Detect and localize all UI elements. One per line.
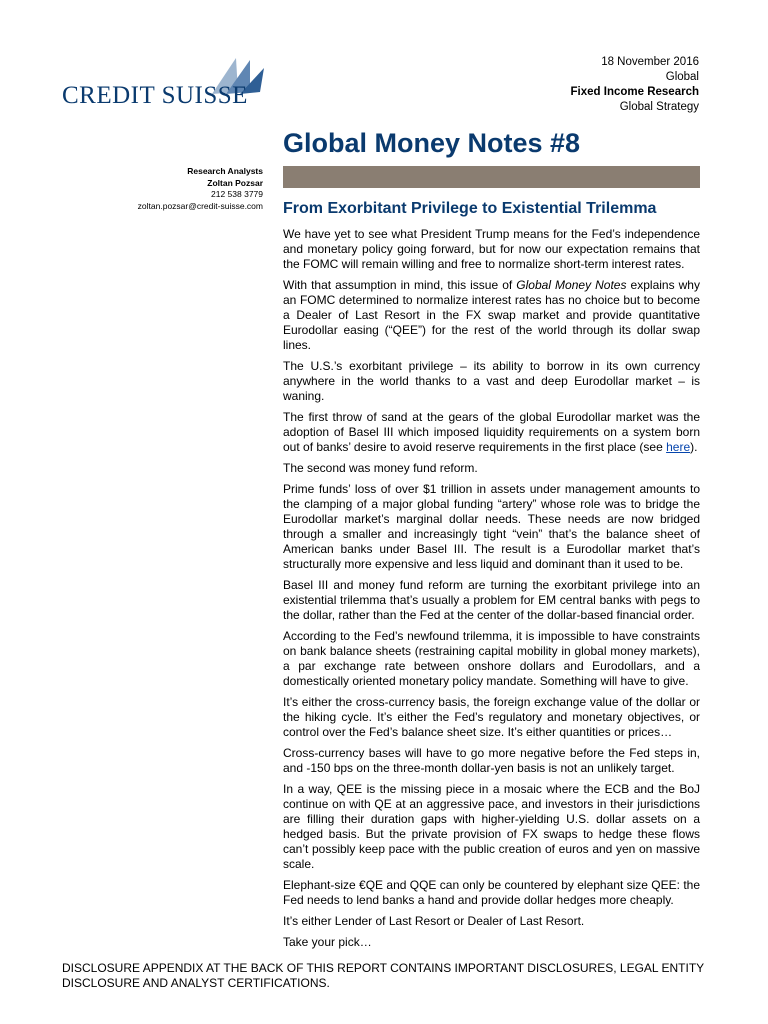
credit-suisse-logo bbox=[62, 56, 262, 108]
title-bar-divider bbox=[283, 166, 700, 188]
logo-wordmark: CREDIT SUISSE bbox=[62, 82, 248, 109]
report-subtitle: From Exorbitant Privilege to Existential Trilemma bbox=[283, 200, 657, 217]
analyst-phone: 212 538 3779 bbox=[211, 189, 263, 199]
paragraph-2: With that assumption in mind, this issue of Global Money Notes explains why an FOMC determined to normalize interest rates has no choice but to become a Dealer of Last Resort in the FX swap market and provide quantitative Eurodollar easing (“QEE”) for the rest of the world through its dollar swap lines. bbox=[283, 278, 700, 352]
report-meta bbox=[571, 55, 699, 115]
report-division: Fixed Income Research bbox=[570, 86, 699, 98]
paragraph-12: Elephant-size €QE and QQE can only be countered by elephant size QEE: the Fed needs to lend banks a hand and provide dollar hedges more cheaply. bbox=[283, 878, 700, 907]
publication-name: Global Money Notes bbox=[516, 278, 627, 292]
report-region: Global bbox=[665, 71, 699, 83]
report-team: Global Strategy bbox=[619, 101, 699, 113]
paragraph-14: Take your pick… bbox=[283, 935, 372, 949]
report-date: 18 November 2016 bbox=[601, 56, 699, 68]
paragraph-13: It’s either Lender of Last Resort or Dealer of Last Resort. bbox=[283, 914, 585, 928]
analyst-name: Zoltan Pozsar bbox=[207, 177, 263, 188]
paragraph-10: Cross-currency bases will have to go more negative before the Fed steps in, and -150 bps on the three-month dollar-yen basis is not an unlikely target. bbox=[283, 746, 700, 775]
disclosure-footer: DISCLOSURE APPENDIX AT THE BACK OF THIS REPORT CONTAINS IMPORTANT DISCLOSURES, LEGAL ENTITY DISCLOSURE AND ANALYST CERTIFICATIONS. bbox=[62, 961, 704, 990]
paragraph-5: The second was money fund reform. bbox=[283, 461, 478, 475]
page-title: Global Money Notes #8 bbox=[283, 128, 581, 158]
analysts-heading: Research Analysts bbox=[187, 166, 263, 176]
report-body bbox=[283, 227, 700, 956]
paragraph-9: It’s either the cross-currency basis, the foreign exchange value of the dollar or the hiking cycle. It’s either the Fed’s regulatory and monetary objectives, or control over the Fed’s balance sheet size. It’s either quantities or prices… bbox=[283, 695, 700, 739]
analyst-email[interactable]: zoltan.pozsar@credit-suisse.com bbox=[137, 200, 263, 211]
analyst-contact bbox=[138, 166, 263, 212]
paragraph-3: The U.S.’s exorbitant privilege – its ability to borrow in its own currency anywhere in the world thanks to a vast and deep Eurodollar market – is waning. bbox=[283, 359, 700, 403]
paragraph-4: The first throw of sand at the gears of the global Eurodollar market was the adoption of Basel III which imposed liquidity requirements on a system born out of banks’ desire to avoid reserve requirements in the first place (see here). bbox=[283, 410, 700, 454]
paragraph-1: We have yet to see what President Trump means for the Fed’s independence and monetary policy going forward, but for now our expectation remains that the FOMC will remain willing and free to normalize short-term interest rates. bbox=[283, 227, 700, 271]
paragraph-7: Basel III and money fund reform are turning the exorbitant privilege into an existential trilemma that’s usually a problem for EM central banks with pegs to the dollar, rather than the Fed at the center of the dollar-based financial order. bbox=[283, 578, 700, 622]
here-link[interactable]: here bbox=[666, 440, 691, 454]
paragraph-11: In a way, QEE is the missing piece in a mosaic where the ECB and the BoJ continue on with QE at an aggressive pace, and investors in their jurisdictions are filling their duration gaps with higher-yielding U.S. dollar assets on a hedged basis. But the private provision of FX swaps to hedge these flows can’t possibly keep pace with the public creation of euros and yen on massive scale. bbox=[283, 782, 700, 871]
paragraph-6: Prime funds’ loss of over $1 trillion in assets under management amounts to the clamping of a major global funding “artery” whose role was to bridge the Eurodollar market’s marginal dollar needs. These needs are now bridged through a smaller and increasingly tight “vein” that’s the balance sheet of American banks under Basel III. The result is a Eurodollar market that’s structurally more expensive and less liquid and dominant than it used to be. bbox=[283, 482, 700, 571]
paragraph-8: According to the Fed’s newfound trilemma, it is impossible to have constraints on bank balance sheets (restraining capital mobility in global money markets), a par exchange rate between onshore dollars and Eurodollars, and a domestically oriented monetary policy mandate. Something will have to give. bbox=[283, 629, 700, 688]
